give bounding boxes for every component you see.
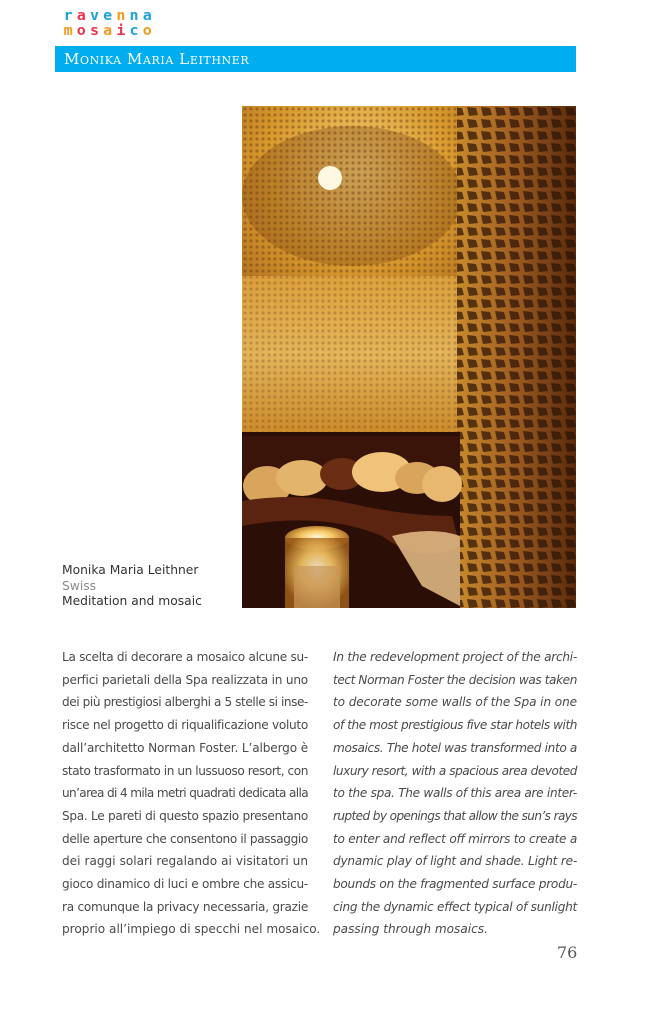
text-line: delle aperture che consentono il passaggio — [62, 831, 308, 846]
text-line: rupted by openings that allow the sun’s rays — [333, 808, 577, 823]
text-line: proprio all’impiego di specchi nel mosaico. — [62, 922, 321, 937]
artist-name: Monika Maria Leithner — [62, 563, 199, 577]
header-banner — [55, 46, 576, 72]
text-line: to the spa. The walls of this area are inter- — [333, 786, 577, 801]
logo-row-mosaico — [62, 21, 154, 39]
text-line: gioco dinamico di luci e ombre che assicu- — [62, 877, 308, 892]
text-line: dall’architetto Norman Foster. L’albergo è — [62, 740, 308, 755]
logo-letter: n — [129, 6, 139, 24]
header-title: Monika Maria Leithner — [64, 50, 250, 68]
text-line: mosaics. The hotel was transformed into a — [333, 740, 577, 755]
text-line: tect Norman Foster the decision was taken — [333, 672, 577, 687]
text-line: dei raggi solari regalando ai visitatori un — [62, 854, 308, 869]
text-line: La scelta di decorare a mosaico alcune su- — [62, 650, 308, 664]
logo-letter: o — [142, 21, 152, 39]
logo-row-ravenna — [62, 6, 154, 24]
artwork-caption — [62, 563, 202, 610]
text-line: stato trasformato in un lussuoso resort, con — [62, 763, 308, 778]
logo-letter: a — [142, 6, 152, 24]
text-line: ra comunque la privacy necessaria, grazie — [62, 899, 308, 914]
logo-letter: c — [129, 21, 139, 39]
text-line: Spa. Le pareti di questo spazio presentano — [62, 808, 308, 823]
logo-letter: a — [76, 6, 86, 24]
logo-letter: a — [103, 21, 113, 39]
text-line: passing through mosaics. — [333, 922, 488, 937]
text-line: bounds on the fragmented surface produ- — [333, 877, 577, 892]
logo-letter: i — [116, 21, 126, 39]
text-line: dei più prestigiosi alberghi a 5 stelle si inse- — [62, 695, 308, 710]
logo-letter: e — [103, 6, 113, 24]
text-line: risce nel progetto di riqualificazione voluto — [62, 718, 308, 733]
mosaic-room-image — [242, 106, 576, 608]
english-text-column — [333, 646, 577, 941]
text-line: un’area di 4 mila metri quadrati dedicata alla — [62, 786, 308, 801]
logo-letter: o — [76, 21, 86, 39]
logo-letter: v — [89, 6, 99, 24]
logo-letter: r — [63, 6, 73, 24]
text-line: of the most prestigious five star hotels with — [333, 718, 577, 733]
page-number: 76 — [557, 943, 578, 962]
text-line: cing the dynamic effect typical of sunlight — [333, 899, 577, 914]
text-line: dynamic play of light and shade. Light re- — [333, 854, 577, 869]
text-line: perfici parietali della Spa realizzata in uno — [62, 672, 308, 687]
text-line: to enter and reflect off mirrors to create a — [333, 831, 577, 846]
logo-letter: n — [116, 6, 126, 24]
text-line: luxury resort, with a spacious area devoted — [333, 763, 577, 778]
artwork-photo — [242, 106, 576, 608]
text-line: to decorate some walls of the Spa in one — [333, 695, 577, 710]
ravenna-mosaico-logo — [62, 6, 154, 39]
italian-text-column — [62, 646, 321, 941]
logo-letter: m — [63, 21, 73, 39]
logo-letter: s — [89, 21, 99, 39]
work-title: Meditation and mosaic — [62, 594, 202, 608]
artist-nationality: Swiss — [62, 578, 97, 593]
text-line: In the redevelopment project of the archi- — [333, 650, 577, 664]
